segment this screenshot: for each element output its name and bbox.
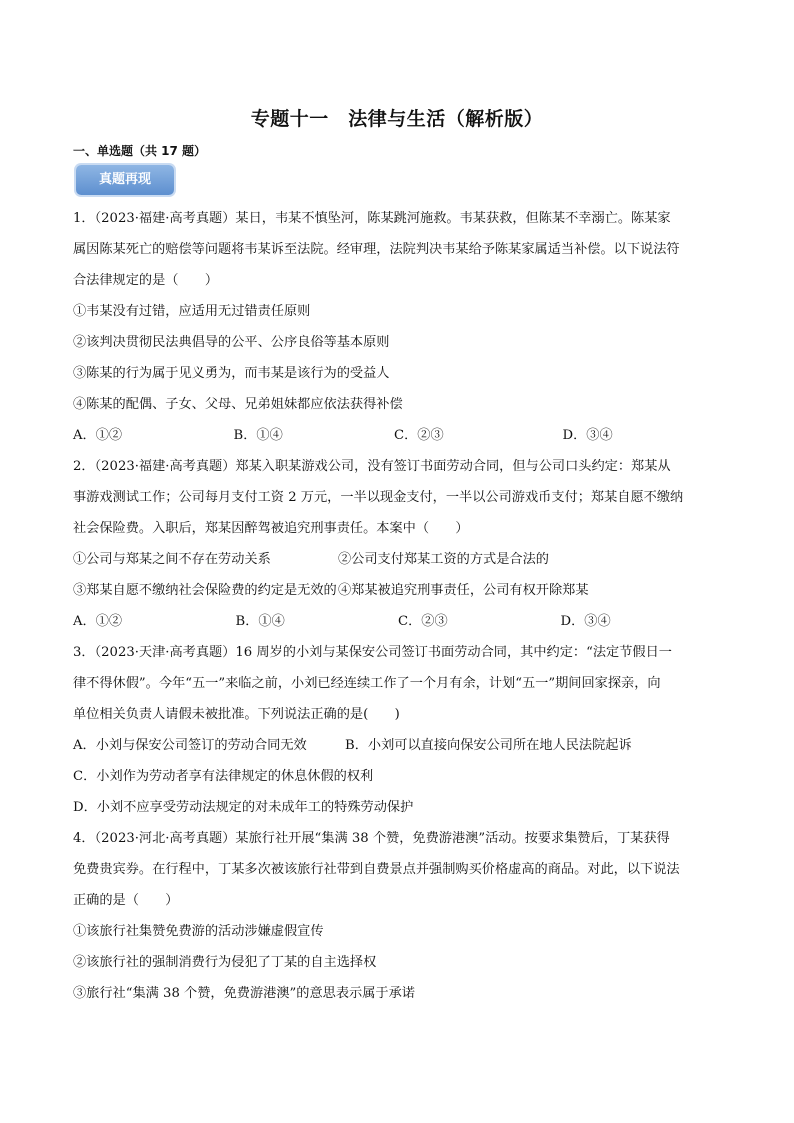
option-c: C．②③: [398, 614, 448, 629]
option-c: C．小刘作为劳动者享有法律规定的休息休假的权利: [73, 769, 374, 784]
question-2-statement-row: [73, 575, 723, 606]
question-2-stem-line: 2．（2023·福建·高考真题）郑某入职某游戏公司，没有签订书面劳动合同，但与公司口头约定：郑某从: [73, 459, 671, 474]
question-4-statement: ③旅行社“集满 38 个赞，免费游港澳”的意思表示属于承诺: [73, 986, 415, 1001]
statement: ③郑某自愿不缴纳社会保险费的约定是无效的: [73, 583, 337, 598]
question-4-stem-line: 4．（2023·河北·高考真题）某旅行社开展“集满 38 个赞，免费游港澳”活动。按要求集赞后，丁某获得: [73, 831, 670, 846]
question-3-options-ab: [73, 730, 723, 761]
question-1-statement: ③陈某的行为属于见义勇为，而韦某是该行为的受益人: [73, 366, 390, 381]
question-1-statement: ①韦某没有过错，应适用无过错责任原则: [73, 304, 311, 319]
option-d: D．小刘不应享受劳动法规定的对未成年工的特殊劳动保护: [73, 800, 414, 815]
section-badge: 真题再现: [76, 165, 174, 195]
question-2-stem-line: 社会保险费。入职后，郑某因醉驾被追究刑事责任。本案中（ ）: [73, 521, 469, 536]
option-a: A．小刘与保安公司签订的劳动合同无效: [73, 738, 307, 753]
question-1-statement: ④陈某的配偶、子女、父母、兄弟姐妹都应依法获得补偿: [73, 397, 403, 412]
question-4-stem-line: 免费贵宾券。在行程中，丁某多次被该旅行社带到自费景点并强制购买价格虚高的商品。对此，以下说法: [73, 862, 680, 877]
document-title: 专题十一 法律与生活（解析版）: [250, 108, 544, 130]
section-heading: 一、单选题（共 17 题）: [73, 144, 207, 158]
question-1-stem-line: 属因陈某死亡的赔偿等问题将韦某诉至法院。经审理，法院判决韦某给予陈某家属适当补偿。以下说法符: [73, 242, 680, 257]
statement: ①公司与郑某之间不存在劳动关系: [73, 552, 271, 567]
option-b: B．小刘可以直接向保安公司所在地人民法院起诉: [345, 738, 632, 753]
question-1-stem-line: 1．（2023·福建·高考真题）某日，韦某不慎坠河，陈某跳河施救。韦某获救，但陈某不幸溺亡。陈某家: [73, 211, 671, 226]
option-d: D．③④: [560, 614, 611, 629]
question-2-statement-row: [73, 544, 723, 575]
question-1-stem-line: 合法律规定的是（ ）: [73, 273, 219, 288]
question-4-statement: ①该旅行社集赞免费游的活动涉嫌虚假宣传: [73, 924, 324, 939]
question-3-stem-line: 单位相关负责人请假未被批准。下列说法正确的是( ): [73, 707, 400, 722]
question-list: [73, 203, 723, 1009]
question-2-options: [73, 606, 723, 637]
question-1-statement: ②该判决贯彻民法典倡导的公平、公序良俗等基本原则: [73, 335, 390, 350]
option-a: A．①②: [73, 428, 123, 443]
option-b: B．①④: [233, 428, 283, 443]
statement: ④郑某被追究刑事责任，公司有权开除郑某: [338, 583, 589, 598]
question-3-stem-line: 3．（2023·天津·高考真题）16 周岁的小刘与某保安公司签订书面劳动合同，其中约定：“法定节假日一: [73, 645, 672, 660]
option-c: C．②③: [394, 428, 444, 443]
statement: ②公司支付郑某工资的方式是合法的: [338, 552, 549, 567]
question-4-stem-line: 正确的是（ ）: [73, 893, 179, 908]
option-d: D．③④: [562, 428, 613, 443]
question-3-stem-line: 律不得休假”。今年“五一”来临之前，小刘已经连续工作了一个月有余，计划“五一”期间回家探亲，向: [73, 676, 661, 691]
question-2-stem-line: 事游戏测试工作；公司每月支付工资 2 万元，一半以现金支付，一半以公司游戏币支付；郑某自愿不缴纳: [73, 490, 684, 505]
option-b: B．①④: [235, 614, 285, 629]
option-a: A．①②: [73, 614, 123, 629]
question-1-options: [73, 420, 723, 451]
question-4-statement: ②该旅行社的强制消费行为侵犯了丁某的自主选择权: [73, 955, 377, 970]
